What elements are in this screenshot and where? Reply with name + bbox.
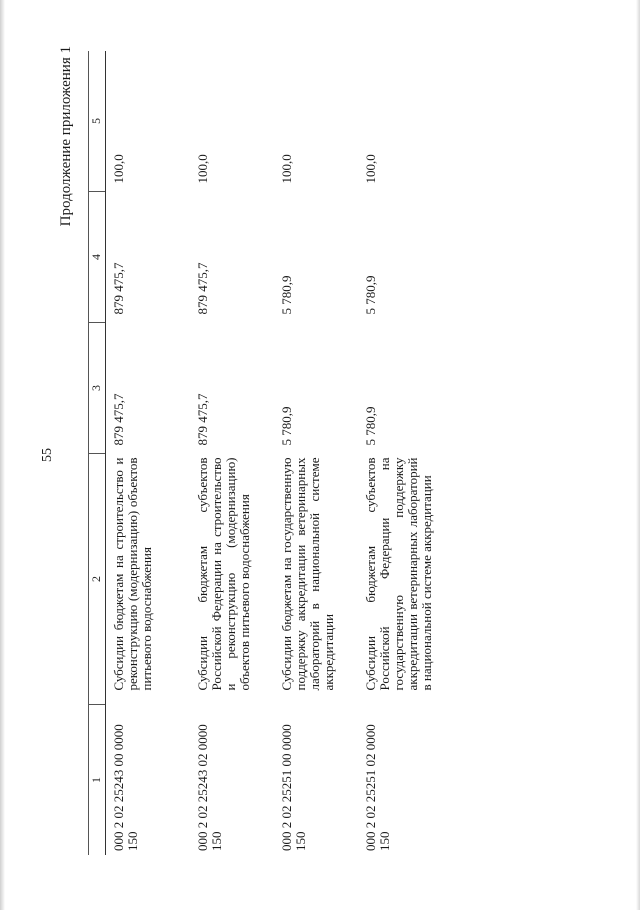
row-col3: 879 475,7 (195, 393, 210, 446)
row-description: Субсидии бюджетам субъектов Российской Федерации на строительство и реконструкцию (модернизацию) объектов питьевого водоснабжения (195, 457, 252, 691)
row-col5: 100,0 (279, 154, 294, 184)
header-cell-5: 5 (89, 51, 106, 192)
row-description: Субсидии бюджетам на государственную поддержку аккредитации ветеринарных лабораторий в национальной системе аккредитации (279, 457, 336, 691)
row-col5: 100,0 (195, 154, 210, 184)
table-row (274, 51, 358, 855)
header-cell-2: 2 (89, 454, 106, 705)
row-col5: 100,0 (363, 154, 378, 184)
appendix-table (88, 51, 442, 855)
row-code: 000 2 02 25251 02 0000 150 (363, 724, 392, 851)
continuation-label: Продолжение приложения 1 (58, 46, 74, 227)
header-cell-4: 4 (89, 192, 106, 323)
row-col4: 5 780,9 (279, 275, 294, 315)
row-col3: 5 780,9 (279, 406, 294, 446)
row-col4: 5 780,9 (363, 275, 378, 315)
row-description: Субсидии бюджетам субъектов Российской Федерации на государственную поддержку аккредитации ветеринарных лабораторий в национальной системе аккредитации (363, 457, 434, 691)
table-row (358, 51, 442, 855)
row-col5: 100,0 (111, 154, 126, 184)
table-header-row (89, 51, 106, 855)
row-col4: 879 475,7 (111, 262, 126, 315)
row-code: 000 2 02 25243 02 0000 150 (195, 724, 224, 851)
page-number: 55 (40, 448, 55, 462)
row-code: 000 2 02 25251 00 0000 150 (279, 724, 308, 851)
table-row (106, 51, 191, 855)
row-col3: 5 780,9 (363, 406, 378, 446)
row-col3: 879 475,7 (111, 393, 126, 446)
table-row (190, 51, 274, 855)
row-col4: 879 475,7 (195, 262, 210, 315)
row-code: 000 2 02 25243 00 0000 150 (111, 724, 140, 851)
header-cell-1: 1 (89, 705, 106, 856)
header-cell-3: 3 (89, 323, 106, 454)
row-description: Субсидии бюджетам на строительство и реконструкцию (модернизацию) объектов питьевого водоснабжения (111, 457, 154, 691)
